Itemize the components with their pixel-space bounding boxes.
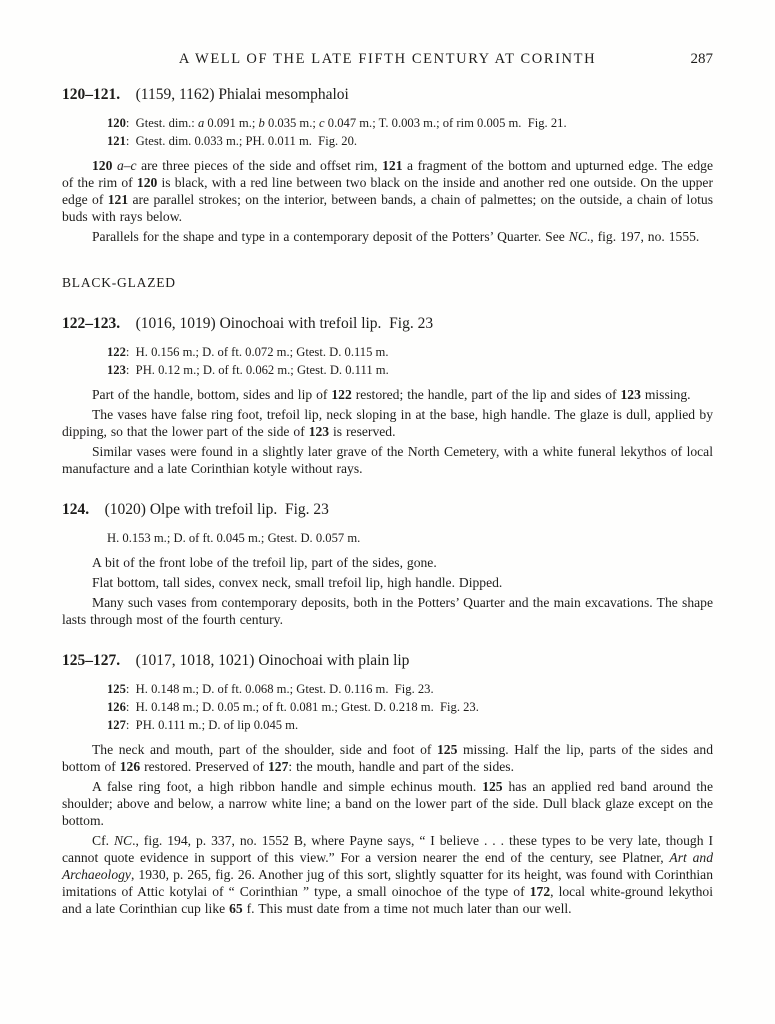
body-paragraph: Cf. NC., fig. 194, p. 337, no. 1552 B, where Payne says, “ I believe . . . these types to be very late, though I cannot quote evidence in support of this view.” For a version nearer the end of the century, see Platner, Art and Archaeology, 1930, p. 265, fig. 26. Another jug of this sort, slightly squatter for its height, was found with Corinthian imitations of Attic kotylai of “ Corinthian ” type, a small oinochoe of the type of 172, local white-ground lekythoi and a late Corinthian cup like 65 f. This must date from a time not much later than our well. bbox=[62, 833, 713, 916]
catalog-entry-124 bbox=[62, 500, 713, 628]
dimension-block bbox=[107, 529, 713, 547]
body-paragraph: Many such vases from contemporary deposits, both in the Potters’ Quarter and the main excavations. The shape lasts through most of the fourth century. bbox=[62, 595, 713, 627]
dimension-block bbox=[107, 343, 713, 379]
catalog-entry-120-121 bbox=[62, 85, 713, 245]
catalog-entry-125-127 bbox=[62, 651, 713, 917]
entry-heading-125-127: 125–127. (1017, 1018, 1021) Oinochoai with plain lip bbox=[62, 652, 410, 669]
dimension-line-124: H. 0.153 m.; D. of ft. 0.045 m.; Gtest. D. 0.057 m. bbox=[107, 531, 361, 545]
body-paragraph: The vases have false ring foot, trefoil lip, neck sloping in at the base, high handle. The glaze is dull, applied by dipping, so that the lower part of the side of 123 is reserved. bbox=[62, 407, 713, 439]
section-label-black-glazed: BLACK-GLAZED bbox=[62, 275, 176, 290]
body-paragraph: A bit of the front lobe of the trefoil lip, part of the sides, gone. bbox=[92, 555, 437, 570]
dimension-line-127: 127: PH. 0.111 m.; D. of lip 0.045 m. bbox=[107, 718, 299, 732]
dimension-line-125: 125: H. 0.148 m.; D. of ft. 0.068 m.; Gtest. D. 0.116 m. Fig. 23. bbox=[107, 682, 434, 696]
dimension-block bbox=[107, 114, 713, 150]
dimension-block bbox=[107, 680, 713, 734]
body-paragraph: Parallels for the shape and type in a contemporary deposit of the Potters’ Quarter. See NC., fig. 197, no. 1555. bbox=[92, 229, 700, 244]
page-header bbox=[62, 50, 713, 68]
entry-heading-124: 124. (1020) Olpe with trefoil lip. Fig. 23 bbox=[62, 501, 329, 518]
entry-heading-122-123: 122–123. (1016, 1019) Oinochoai with trefoil lip. Fig. 23 bbox=[62, 315, 434, 332]
dimension-line-121: 121: Gtest. dim. 0.033 m.; PH. 0.011 m. Fig. 20. bbox=[107, 134, 358, 148]
dimension-line-120: 120: Gtest. dim.: a 0.091 m.; b 0.035 m.; c 0.047 m.; T. 0.003 m.; of rim 0.005 m. Fig. 21. bbox=[107, 116, 567, 130]
body-paragraph: Part of the handle, bottom, sides and lip of 122 restored; the handle, part of the lip and sides of 123 missing. bbox=[92, 387, 691, 402]
dimension-line-123: 123: PH. 0.12 m.; D. of ft. 0.062 m.; Gtest. D. 0.111 m. bbox=[107, 363, 389, 377]
catalog-entry-122-123 bbox=[62, 314, 713, 477]
dimension-line-126: 126: H. 0.148 m.; D. 0.05 m.; of ft. 0.081 m.; Gtest. D. 0.218 m. Fig. 23. bbox=[107, 700, 479, 714]
body-paragraph: Similar vases were found in a slightly later grave of the North Cemetery, with a white funeral lekythos of local manufacture and a late Corinthian kotyle without rays. bbox=[62, 444, 713, 476]
dimension-line-122: 122: H. 0.156 m.; D. of ft. 0.072 m.; Gtest. D. 0.115 m. bbox=[107, 345, 389, 359]
body-paragraph: The neck and mouth, part of the shoulder, side and foot of 125 missing. Half the lip, parts of the sides and bottom of 126 restored. Preserved of 127: the mouth, handle and part of the sides. bbox=[62, 742, 713, 774]
body-paragraph: A false ring foot, a high ribbon handle and simple echinus mouth. 125 has an applied red band around the shoulder; above and below, a narrow white line; a band on the lower part of the side. Dull black glaze except on the bottom. bbox=[62, 779, 713, 828]
entry-heading-120-121: 120–121. (1159, 1162) Phialai mesomphaloi bbox=[62, 86, 349, 103]
running-title: A WELL OF THE LATE FIFTH CENTURY AT CORINTH bbox=[178, 51, 597, 67]
page-number: 287 bbox=[690, 51, 713, 67]
body-paragraph: 120 a–c are three pieces of the side and offset rim, 121 a fragment of the bottom and upturned edge. The edge of the rim of 120 is black, with a red line between two black on the inside and another red one outside. On the upper edge of 121 are parallel strokes; on the interior, between bands, a chain of palmettes; on the outside, a chain of lotus buds with rays below. bbox=[62, 158, 713, 224]
body-paragraph: Flat bottom, tall sides, convex neck, small trefoil lip, high handle. Dipped. bbox=[92, 575, 503, 590]
